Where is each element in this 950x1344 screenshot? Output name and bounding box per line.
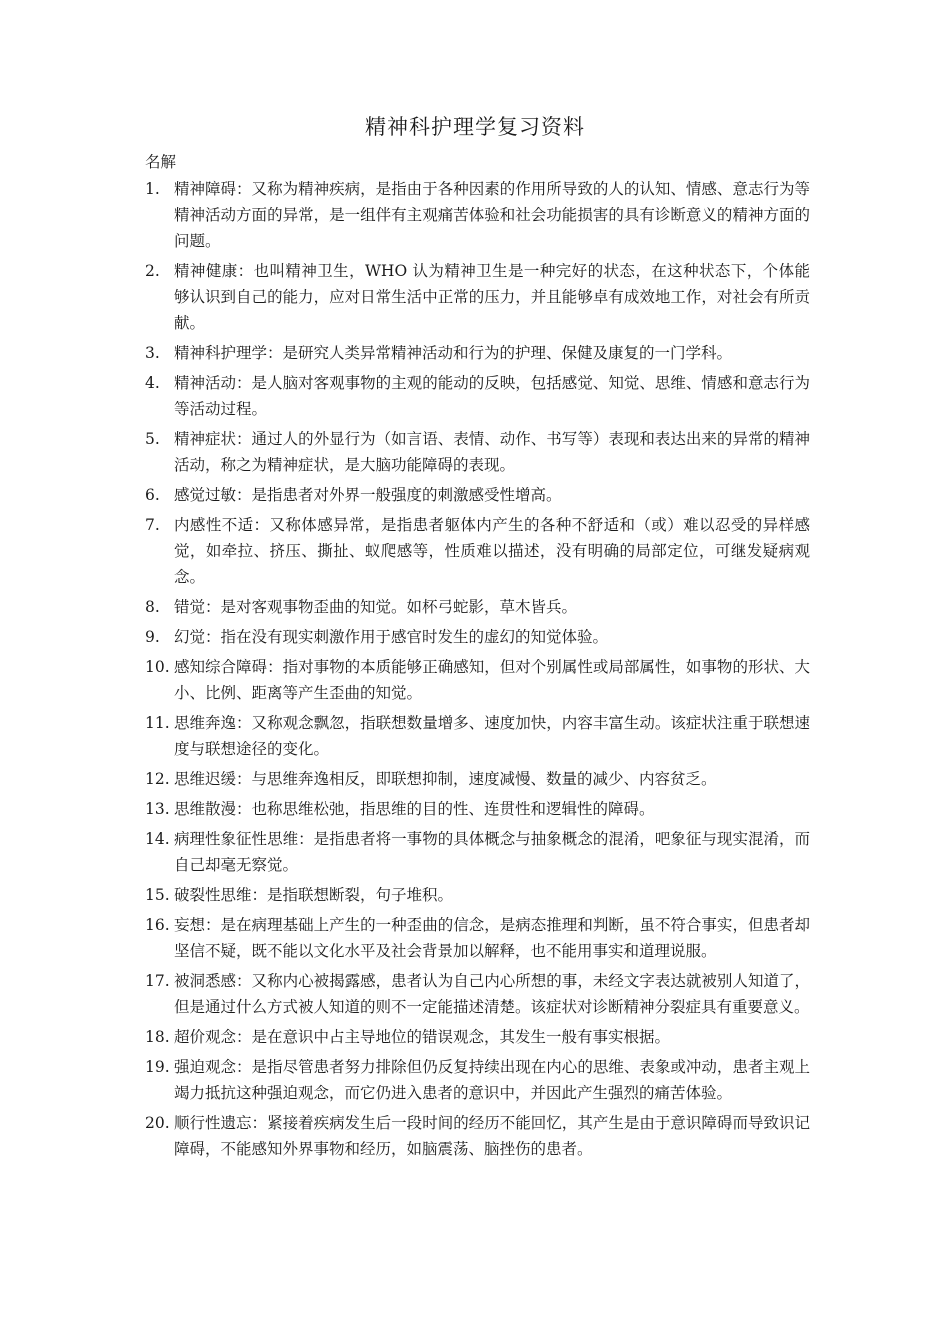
item-number: 1. (145, 180, 160, 198)
item-number: 2. (145, 262, 160, 280)
document-title: 精神科护理学复习资料 (365, 115, 585, 139)
item-number: 19. (145, 1058, 170, 1076)
definition-list (145, 176, 810, 1166)
item-text: 精神活动：是人脑对客观事物的主观的能动的反映，包括感觉、知觉、思维、情感和意志行为等活动过程。 (174, 374, 810, 418)
item-text: 病理性象征性思维：是指患者将一事物的具体概念与抽象概念的混淆，吧象征与现实混淆，而自己却毫无察觉。 (174, 830, 810, 874)
definition-item (145, 1110, 810, 1162)
item-text: 幻觉：指在没有现实刺激作用于感官时发生的虚幻的知觉体验。 (174, 628, 609, 646)
item-number: 15. (145, 886, 170, 904)
definition-item (145, 1054, 810, 1106)
item-number: 6. (145, 486, 160, 504)
item-text: 思维散漫：也称思维松弛，指思维的目的性、连贯性和逻辑性的障碍。 (174, 800, 655, 818)
item-text: 超价观念：是在意识中占主导地位的错误观念，其发生一般有事实根据。 (174, 1028, 671, 1046)
item-text: 感觉过敏：是指患者对外界一般强度的刺激感受性增高。 (174, 486, 562, 504)
definition-item (145, 912, 810, 964)
item-text: 感知综合障碍：指对事物的本质能够正确感知，但对个别属性或局部属性，如事物的形状、大小、比例、距离等产生歪曲的知觉。 (174, 658, 810, 702)
item-number: 5. (145, 430, 160, 448)
item-number: 7. (145, 516, 160, 534)
item-number: 11. (145, 714, 170, 732)
item-text: 精神健康：也叫精神卫生，WHO 认为精神卫生是一种完好的状态，在这种状态下，个体能够认识到自己的能力，应对日常生活中正常的压力，并且能够卓有成效地工作，对社会有所贡献。 (174, 262, 810, 332)
item-number: 4. (145, 374, 160, 392)
definition-item (145, 882, 810, 908)
item-number: 12. (145, 770, 170, 788)
item-text: 妄想：是在病理基础上产生的一种歪曲的信念，是病态推理和判断，虽不符合事实，但患者却坚信不疑，既不能以文化水平及社会背景加以解释，也不能用事实和道理说服。 (174, 916, 810, 960)
definition-item (145, 176, 810, 254)
item-number: 10. (145, 658, 170, 676)
definition-item (145, 482, 810, 508)
item-text: 顺行性遗忘：紧接着疾病发生后一段时间的经历不能回忆，其产生是由于意识障碍而导致识记障碍，不能感知外界事物和经历，如脑震荡、脑挫伤的患者。 (174, 1114, 810, 1158)
definition-item (145, 426, 810, 478)
item-text: 精神症状：通过人的外显行为（如言语、表情、动作、书写等）表现和表达出来的异常的精神活动，称之为精神症状，是大脑功能障碍的表现。 (174, 430, 810, 474)
definition-item (145, 710, 810, 762)
definition-item (145, 340, 810, 366)
item-text: 破裂性思维：是指联想断裂，句子堆积。 (174, 886, 454, 904)
item-text: 被洞悉感：又称内心被揭露感，患者认为自己内心所想的事，未经文字表达就被别人知道了，但是通过什么方式被人知道的则不一定能描述清楚。该症状对诊断精神分裂症具有重要意义。 (174, 972, 810, 1016)
item-number: 16. (145, 916, 170, 934)
item-number: 13. (145, 800, 170, 818)
definition-item (145, 1024, 810, 1050)
definition-item (145, 624, 810, 650)
item-text: 内感性不适：又称体感异常，是指患者躯体内产生的各种不舒适和（或）难以忍受的异样感觉，如牵拉、挤压、撕扯、蚁爬感等，性质难以描述，没有明确的局部定位，可继发疑病观念。 (174, 516, 810, 586)
item-text: 思维迟缓：与思维奔逸相反，即联想抑制，速度减慢、数量的减少、内容贫乏。 (174, 770, 717, 788)
definition-item (145, 654, 810, 706)
definition-item (145, 594, 810, 620)
definition-item (145, 766, 810, 792)
item-number: 3. (145, 344, 160, 362)
definition-item (145, 258, 810, 336)
item-text: 思维奔逸：又称观念飘忽，指联想数量增多、速度加快，内容丰富生动。该症状注重于联想速度与联想途径的变化。 (174, 714, 810, 758)
definition-item (145, 968, 810, 1020)
definition-item (145, 370, 810, 422)
item-text: 错觉：是对客观事物歪曲的知觉。如杯弓蛇影，草木皆兵。 (174, 598, 578, 616)
item-number: 20. (145, 1114, 170, 1132)
section-label: 名解 (145, 153, 177, 171)
item-number: 18. (145, 1028, 170, 1046)
item-number: 14. (145, 830, 170, 848)
definition-item (145, 796, 810, 822)
item-number: 9. (145, 628, 160, 646)
definition-item (145, 512, 810, 590)
item-number: 17. (145, 972, 170, 990)
item-text: 精神障碍：又称为精神疾病，是指由于各种因素的作用所导致的人的认知、情感、意志行为等精神活动方面的异常，是一组伴有主观痛苦体验和社会功能损害的具有诊断意义的精神方面的问题。 (174, 180, 810, 250)
item-number: 8. (145, 598, 160, 616)
definition-item (145, 826, 810, 878)
item-text: 精神科护理学：是研究人类异常精神活动和行为的护理、保健及康复的一门学科。 (174, 344, 733, 362)
item-text: 强迫观念：是指尽管患者努力排除但仍反复持续出现在内心的思维、表象或冲动，患者主观上竭力抵抗这种强迫观念，而它仍进入患者的意识中，并因此产生强烈的痛苦体验。 (174, 1058, 810, 1102)
